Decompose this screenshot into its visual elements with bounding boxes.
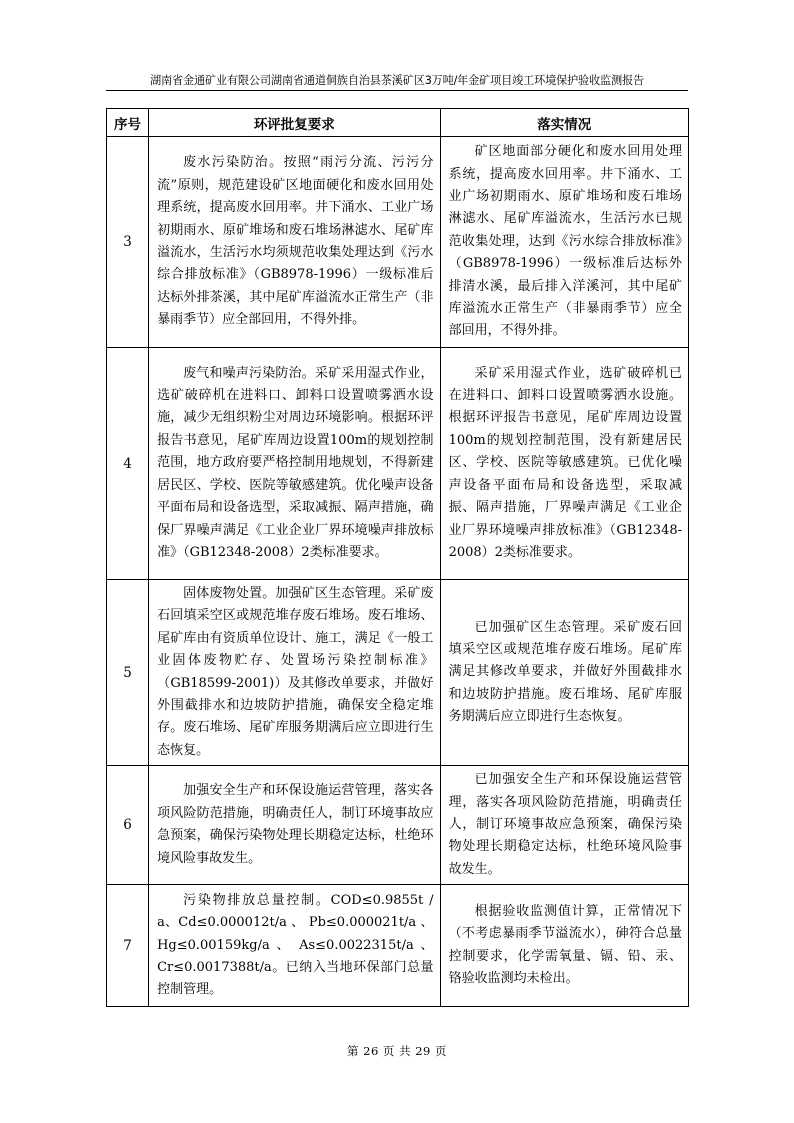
row-implementation-cell <box>440 137 688 348</box>
row-seq-no: 7 <box>107 885 149 1007</box>
table-row <box>107 348 689 580</box>
row-implementation-text: 根据验收监测值计算，正常情况下（不考虑暴雨季节溢流水），砷符合总量控制要求，化学需氧量、镉、铅、汞、铬验收监测均未检出。 <box>448 903 682 987</box>
row-requirement-text: 污染物排放总量控制。COD≤0.9855t / a、Cd≤0.000012t/a 、 Pb≤0.000021t/a 、Hg≤0.00159kg/a 、 As≤0.0022315t/a 、Cr≤0.0017388t/a。已纳入当地环保部门总量控制管理。 <box>157 892 434 998</box>
row-requirement-cell <box>149 348 441 580</box>
header-implementation: 落实情况 <box>440 109 688 137</box>
page-number: 第 26 页 共 29 页 <box>346 1044 448 1058</box>
header-requirement: 环评批复要求 <box>149 109 441 137</box>
row-implementation-cell <box>440 885 688 1007</box>
table-row <box>107 766 689 885</box>
row-requirement-cell <box>149 137 441 348</box>
row-implementation-cell <box>440 580 688 766</box>
row-implementation-text: 矿区地面部分硬化和废水回用处理系统，提高废水回用率。井下涌水、工业广场初期雨水、原矿堆场和废石堆场淋滤水、尾矿库溢流水，生活污水已规范收集处理，达到《污水综合排放标准》（GB8978-1996）一级标准后达标外排清水溪，最后排入洋溪河，其中尾矿库溢流水正常生产（非暴雨季节）应全部回用，不得外排。 <box>448 144 682 339</box>
row-seq-no: 4 <box>107 348 149 580</box>
header-seq-no: 序号 <box>107 109 149 137</box>
row-implementation-cell <box>440 766 688 885</box>
row-implementation-text: 采矿采用湿式作业，选矿破碎机已在进料口、卸料口设置喷雾洒水设施。根据环评报告书意见，尾矿库周边设置100m的规划控制范围，没有新建居民区、学校、医院等敏感建筑。已优化噪声设备平面布局和设备选型，采取减振、隔声措施，厂界噪声满足《工业企业厂界环境噪声排放标准》（GB12348-2008）2类标准要求。 <box>448 365 682 560</box>
table-row <box>107 580 689 766</box>
row-requirement-cell <box>149 580 441 766</box>
report-header-title: 湖南省金通矿业有限公司湖南省通道侗族自治县茶溪矿区3万吨/年金矿项目竣工环境保护验收监测报告 <box>150 74 644 87</box>
row-seq-no: 6 <box>107 766 149 885</box>
row-requirement-text: 加强安全生产和环保设施运营管理，落实各项风险防范措施，明确责任人，制订环境事故应急预案，确保污染物处理长期稳定达标，杜绝环境风险事故发生。 <box>157 783 434 866</box>
table-row <box>107 885 689 1007</box>
row-requirement-cell <box>149 885 441 1007</box>
table-row <box>107 137 689 348</box>
row-seq-no: 3 <box>107 137 149 348</box>
row-requirement-text: 废气和噪声污染防治。采矿采用湿式作业，选矿破碎机在进料口、卸料口设置喷雾洒水设施，减少无组织粉尘对周边环境影响。根据环评报告书意见，尾矿库周边设置100m的规划控制范围，地方政府要严格控制用地规划，不得新建居民区、学校、医院等敏感建筑。优化噪声设备平面布局和设备选型，采取减振、隔声措施，确保厂界噪声满足《工业企业厂界环境噪声排放标准》（GB12348-2008）2类标准要求。 <box>157 365 434 560</box>
row-implementation-text: 已加强安全生产和环保设施运营管理，落实各项风险防范措施，明确责任人，制订环境事故应急预案，确保污染物处理长期稳定达标，杜绝环境风险事故发生。 <box>448 772 682 877</box>
row-requirement-cell <box>149 766 441 885</box>
approval-implementation-table <box>106 108 689 1007</box>
row-implementation-text: 已加强矿区生态管理。采矿废石回填采空区或规范堆存废石堆场。尾矿库满足其修改单要求，并做好外围截排水和边坡防护措施。废石堆场、尾矿库服务期满后应立即进行生态恢复。 <box>448 619 682 725</box>
table-header-row <box>107 109 689 137</box>
header-divider <box>106 90 688 91</box>
row-seq-no: 5 <box>107 580 149 766</box>
row-requirement-text: 废水污染防治。按照“雨污分流、污污分流”原则，规范建设矿区地面硬化和废水回用处理系统，提高废水回用率。井下涌水、工业广场初期雨水、原矿堆场和废石堆场淋滤水、尾矿库溢流水，生活污水均须规范收集处理达到《污水综合排放标准》（GB8978-1996）一级标准后达标外排茶溪，其中尾矿库溢流水正常生产（非暴雨季节）应全部回用，不得外排。 <box>157 155 434 328</box>
row-implementation-cell <box>440 348 688 580</box>
row-requirement-text: 固体废物处置。加强矿区生态管理。采矿废石回填采空区或规范堆存废石堆场。废石堆场、尾矿库由有资质单位设计、施工，满足《一般工业固体废物贮存、处置场污染控制标准》（GB18599-2001)）及其修改单要求，并做好外围截排水和边坡防护措施，确保安全稳定堆存。废石堆场、尾矿库服务期满后应立即进行生态恢复。 <box>157 586 434 758</box>
